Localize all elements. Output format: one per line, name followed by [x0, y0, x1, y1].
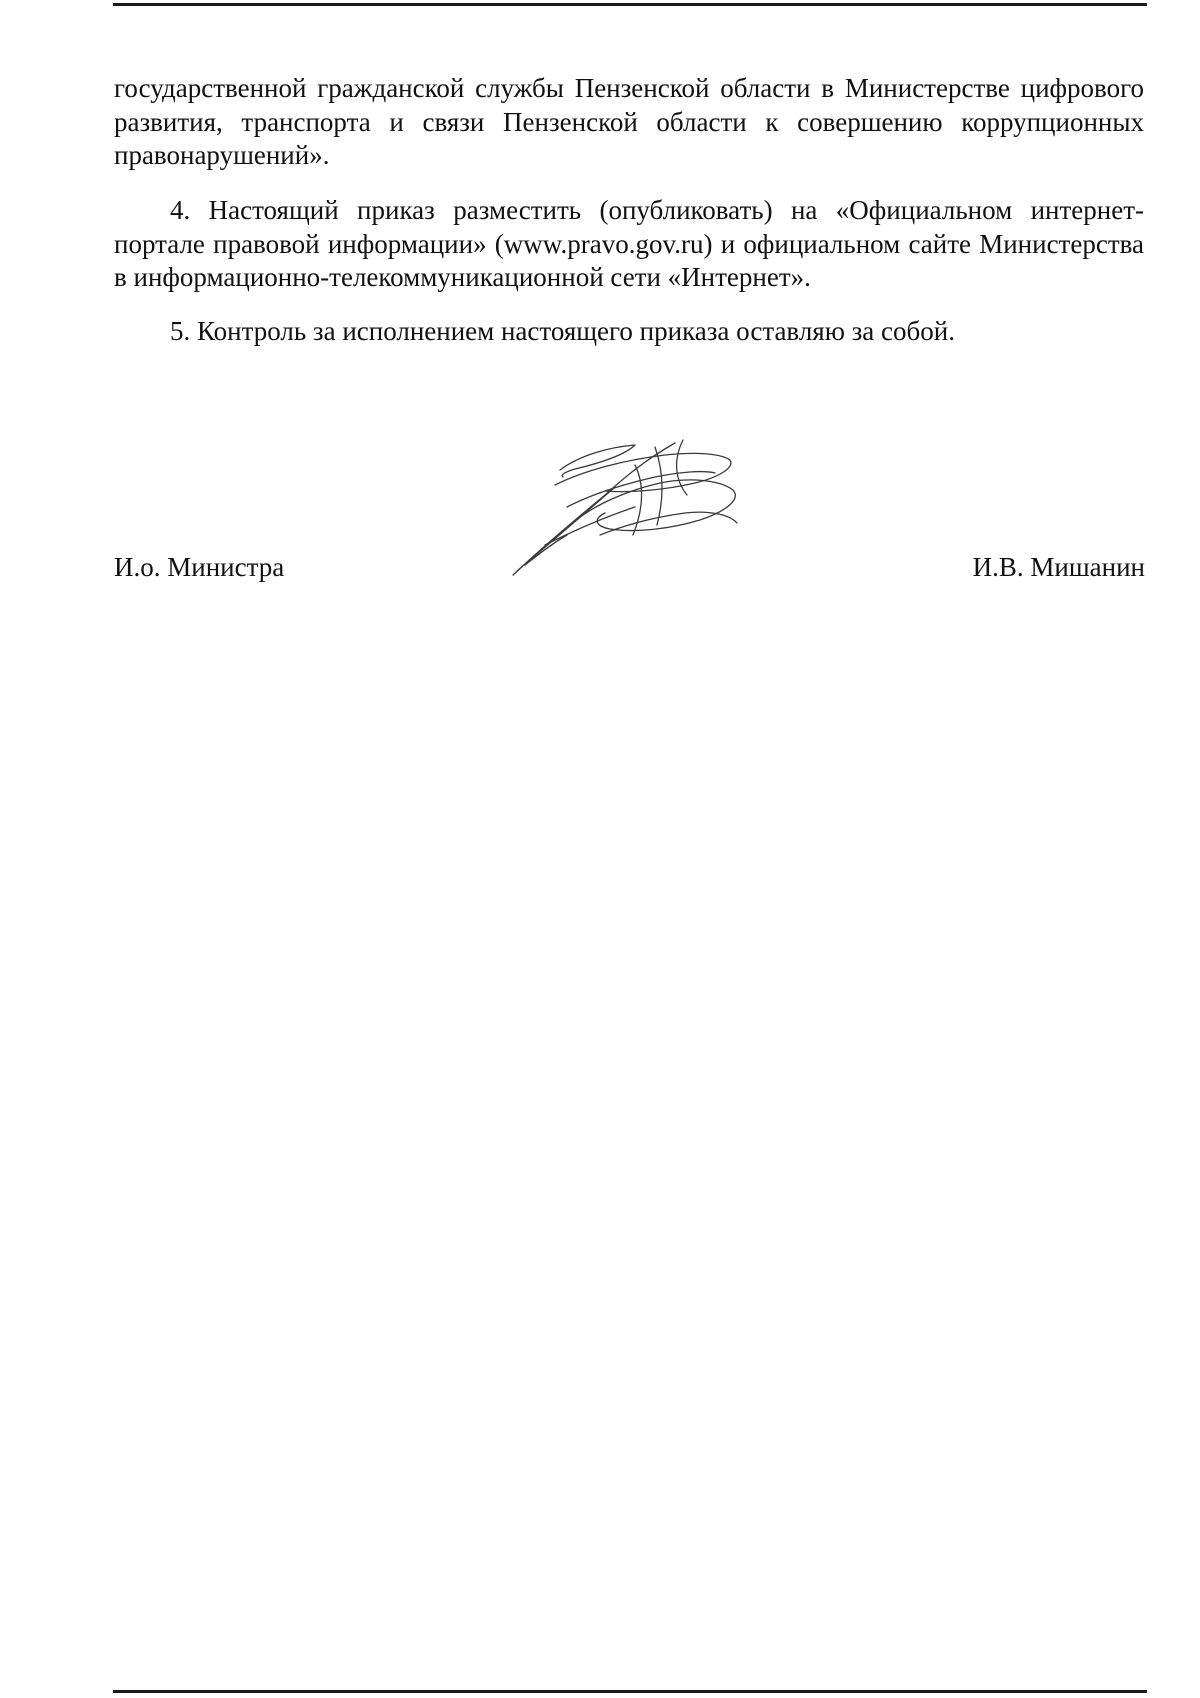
paragraph-4: [114, 194, 1144, 295]
bottom-rule: [113, 1690, 1147, 1693]
top-rule: [113, 3, 1147, 6]
handwritten-signature-icon: [505, 425, 765, 580]
signatory-name: И.В. Мишанин: [972, 552, 1145, 582]
paragraph-5-text: 5. Контроль за исполнением настоящего приказа оставляю за собой.: [170, 316, 955, 346]
paragraph-continuation: [114, 72, 1144, 173]
paragraph-5: [114, 315, 1144, 349]
paragraph-4-text: 4. Настоящий приказ разместить (опубликовать) на «Официальном интернет-портале правовой информации» (www.pravo.gov.ru) и официальном сайте Министерства в информационно-телекоммуникационной сети «Интернет».: [114, 195, 1144, 292]
paragraph-continuation-text: государственной гражданской службы Пензенской области в Министерстве цифрового развития, транспорта и связи Пензенской области к совершению коррупционных правонарушений».: [114, 73, 1144, 170]
signatory-position: И.о. Министра: [114, 552, 285, 582]
